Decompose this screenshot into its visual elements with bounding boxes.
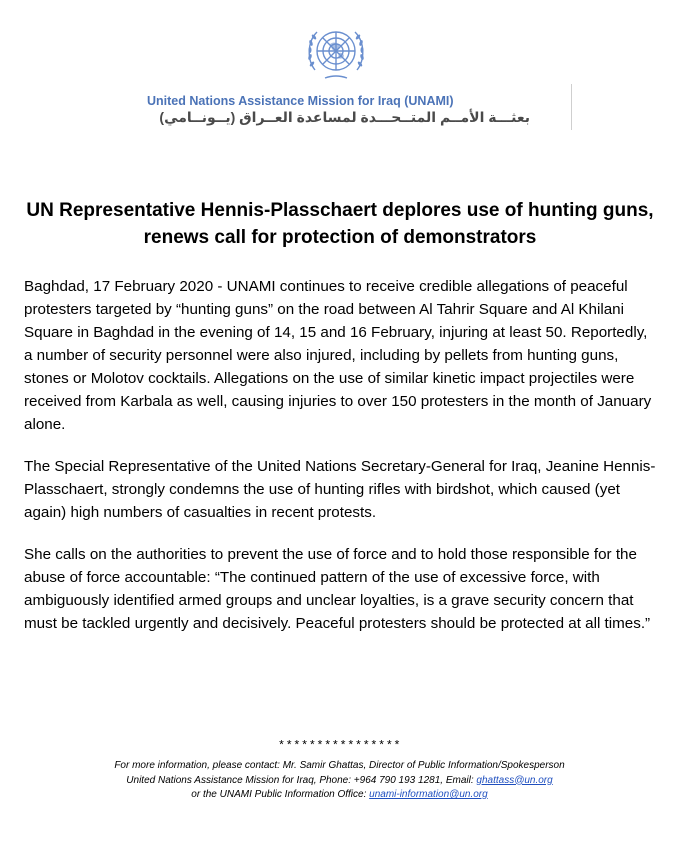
- org-name-arabic: بعثـــة الأمــم المتــحـــدة لمساعدة العــراق (يــونــامي): [159, 109, 530, 125]
- email-link-unami-information[interactable]: unami-information@un.org: [369, 789, 488, 800]
- un-emblem-icon: [303, 20, 369, 86]
- org-name-english: United Nations Assistance Mission for Iraq (UNAMI): [147, 94, 454, 108]
- article-body: [24, 275, 656, 654]
- header-divider: [571, 84, 572, 130]
- contact-footer: [0, 759, 679, 803]
- contact-line-2-text: United Nations Assistance Mission for Iraq, Phone: +964 790 193 1281, Email:: [126, 774, 477, 786]
- press-release-headline: UN Representative Hennis-Plasschaert deplores use of hunting guns, renews call for protection of demonstrators: [26, 200, 654, 248]
- paragraph: The Special Representative of the United Nations Secretary-General for Iraq, Jeanine Hennis-Plasschaert, strongly condemns the use of hunting rifles with birdshot, which caused (yet again) high numbers of casualties in recent protests.: [24, 458, 656, 521]
- contact-line-2: [0, 774, 679, 789]
- contact-line-3: [0, 788, 679, 803]
- separator-stars: ****************: [277, 739, 402, 753]
- contact-line-3-text: or the UNAMI Public Information Office:: [191, 789, 370, 800]
- paragraph: Baghdad, 17 February 2020 - UNAMI continues to receive credible allegations of peaceful protesters targeted by “hunting guns” on the road between Al Tahrir Square and Al Khilani Square in Baghdad in the evening of 14, 15 and 16 February, injuring at least 50. Reportedly, a number of security personnel were also injured, including by pellets from hunting guns, stones or Molotov cocktails. Allegations on the use of similar kinetic impact projectiles were received from Karbala as well, causing injuries to over 150 protesters in the month of January alone.: [24, 278, 652, 433]
- email-link-ghattas[interactable]: ghattass@un.org: [476, 774, 553, 786]
- contact-line-1: For more information, please contact: Mr. Samir Ghattas, Director of Public Information/Spokesperson: [114, 760, 565, 771]
- paragraph: She calls on the authorities to prevent the use of force and to hold those responsible for the abuse of force accountable: “The continued pattern of the use of excessive force, with ambiguously identified armed groups and unclear loyalties, is a grave security concern that must be tackled urgently and decisively. Peaceful protesters should be protected at all times.”: [24, 546, 651, 632]
